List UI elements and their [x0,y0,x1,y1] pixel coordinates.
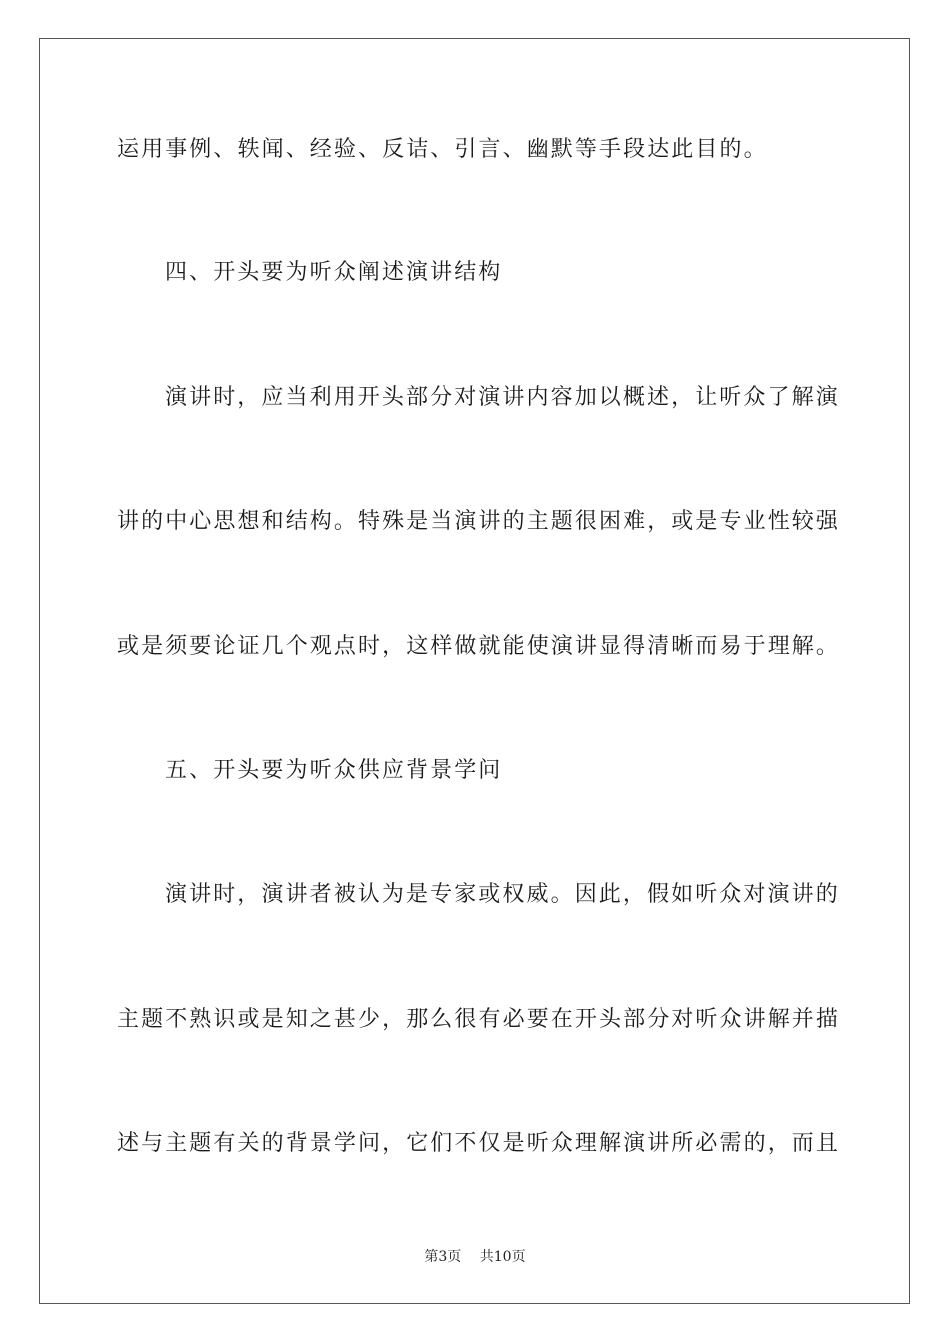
body-text-line: 运用事例、轶闻、经验、反诘、引言、幽默等手段达此目的。 [117,137,768,162]
page-footer [0,1248,950,1266]
body-text-line: 述与主题有关的背景学问，它们不仅是听众理解演讲所必需的，而且 [117,1131,841,1156]
body-text-line: 或是须要论证几个观点时，这样做就能使演讲显得清晰而易于理解。 [117,634,841,659]
body-text-line: 演讲时，应当利用开头部分对演讲内容加以概述，让听众了解演 [165,385,840,410]
section-heading: 四、开头要为听众阐述演讲结构 [165,260,503,285]
section-heading: 五、开头要为听众供应背景学问 [165,758,503,783]
page-number: 第3页 [424,1249,462,1265]
body-text-line: 演讲时，演讲者被认为是专家或权威。因此，假如听众对演讲的 [165,882,840,907]
body-text-line: 主题不熟识或是知之甚少，那么很有必要在开头部分对听众讲解并描 [117,1007,841,1032]
page-total: 共10页 [479,1249,526,1265]
page-border [39,38,910,1304]
body-text-line: 讲的中心思想和结构。特殊是当演讲的主题很困难，或是专业性较强 [117,509,841,534]
